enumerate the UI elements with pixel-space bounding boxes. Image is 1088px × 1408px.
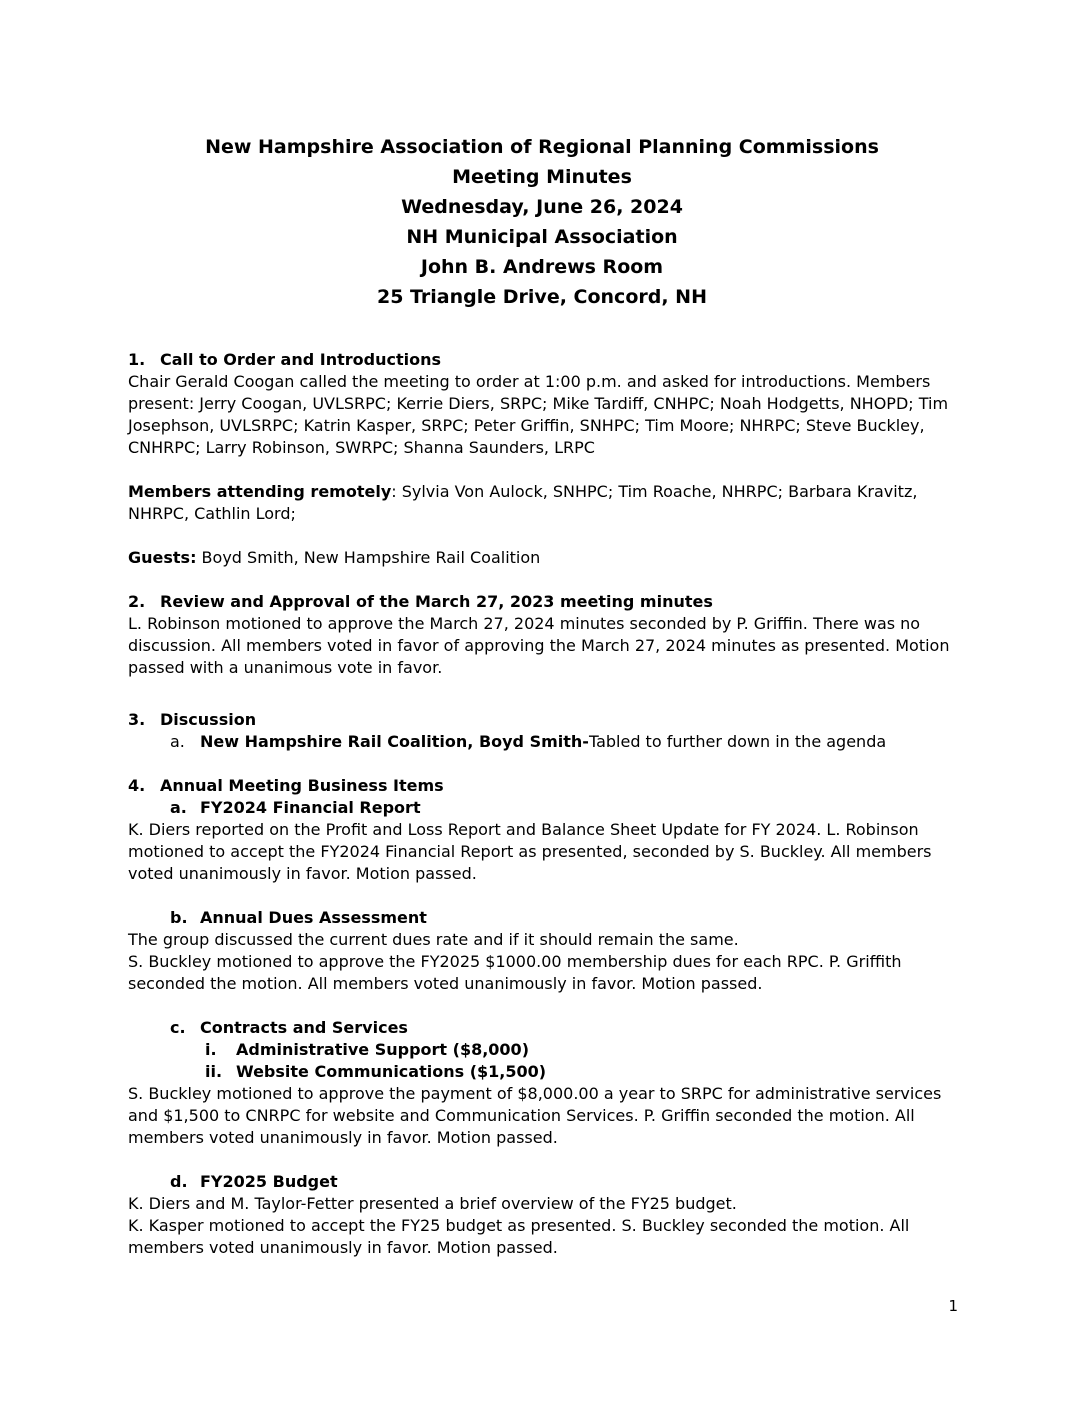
section-4-item-b-heading <box>128 907 956 929</box>
text-run: K. Diers reported on the Profit and Loss Report and Balance Sheet Update for FY 2024. L. Robinson motioned to accept the FY2024 Financial Report as presented, seconded by S. Buckley. All members voted unanimously in favor. Motion passed. <box>128 820 932 883</box>
section-4b-paragraph-1 <box>128 929 956 951</box>
section-3-heading <box>128 709 956 731</box>
list-marker: 4. <box>128 776 146 795</box>
text-run: Annual Dues Assessment <box>200 908 427 927</box>
text-run: Annual Meeting Business Items <box>160 776 444 795</box>
text-run: : Sylvia Von Aulock, SNHPC; Tim Roache, NHRPC; Barbara Kravitz, NHRPC, Cathlin Lord; <box>128 482 918 523</box>
text-run: Guests: <box>128 548 197 567</box>
text-run: Discussion <box>160 710 257 729</box>
list-marker: 3. <box>128 710 146 729</box>
section-2-paragraph <box>128 613 956 679</box>
list-marker: i. <box>205 1040 217 1059</box>
text-run: Chair Gerald Coogan called the meeting to order at 1:00 p.m. and asked for introductions. Members present: Jerry Coogan, UVLSRPC; Kerrie Diers, SRPC; Mike Tardiff, CNHPC; Noah Hodgetts, NHOPD; Tim Josephson, UVLSRPC; Katrin Kasper, SRPC; Peter Griffin, SNHPC; Tim Moore; NHRPC; Steve Buckley, CNHRPC; Larry Robinson, SWRPC; Shanna Saunders, LRPC <box>128 372 949 457</box>
text-run: Review and Approval of the March 27, 2023 meeting minutes <box>160 592 713 611</box>
header-line: 25 Triangle Drive, Concord, NH <box>377 286 707 308</box>
header-line: John B. Andrews Room <box>420 256 664 278</box>
text-run: The group discussed the current dues rate and if it should remain the same. <box>128 930 739 949</box>
section-4d-paragraph-2 <box>128 1215 956 1259</box>
members-remote-paragraph <box>128 481 956 525</box>
list-marker: a. <box>170 798 187 817</box>
text-run: Members attending remotely <box>128 482 392 501</box>
text-run: Call to Order and Introductions <box>160 350 441 369</box>
section-2-heading <box>128 591 956 613</box>
text-run: FY2025 Budget <box>200 1172 338 1191</box>
section-4c-paragraph <box>128 1083 956 1149</box>
document-header <box>128 132 956 312</box>
header-line: Wednesday, June 26, 2024 <box>401 196 683 218</box>
section-3-item-a <box>128 731 956 753</box>
text-run: K. Diers and M. Taylor-Fetter presented a brief overview of the FY25 budget. <box>128 1194 737 1213</box>
page-number: 1 <box>948 1297 958 1315</box>
list-marker: d. <box>170 1172 188 1191</box>
document-content <box>128 132 956 1259</box>
section-4-item-d-heading <box>128 1171 956 1193</box>
document-body <box>128 349 956 1259</box>
section-1-paragraph <box>128 371 956 459</box>
list-marker: b. <box>170 908 188 927</box>
section-4-item-a-heading <box>128 797 956 819</box>
section-4-heading <box>128 775 956 797</box>
section-1-heading <box>128 349 956 371</box>
document-title: New Hampshire Association of Regional Planning Commissions <box>205 136 879 158</box>
list-marker: c. <box>170 1018 186 1037</box>
list-marker: a. <box>170 732 185 751</box>
text-run: S. Buckley motioned to approve the FY2025 $1000.00 membership dues for each RPC. P. Griffith seconded the motion. All members voted unanimously in favor. Motion passed. <box>128 952 902 993</box>
section-4c-item-ii <box>128 1061 956 1083</box>
section-4-item-c-heading <box>128 1017 956 1039</box>
section-4d-paragraph-1 <box>128 1193 956 1215</box>
header-line: Meeting Minutes <box>452 166 632 188</box>
guests-paragraph <box>128 547 956 569</box>
text-run: Contracts and Services <box>200 1018 408 1037</box>
section-4b-paragraph-2 <box>128 951 956 995</box>
text-run: Boyd Smith, New Hampshire Rail Coalition <box>196 548 541 567</box>
list-marker: 2. <box>128 592 146 611</box>
text-run: Administrative Support ($8,000) <box>236 1040 529 1059</box>
text-run: S. Buckley motioned to approve the payment of $8,000.00 a year to SRPC for administrative services and $1,500 to CNRPC for website and Communication Services. P. Griffin seconded the motion. All members voted unanimously in favor. Motion passed. <box>128 1084 942 1147</box>
section-4c-item-i <box>128 1039 956 1061</box>
section-4a-paragraph <box>128 819 956 885</box>
text-run: Tabled to further down in the agenda <box>588 732 887 751</box>
header-line: NH Municipal Association <box>406 226 678 248</box>
text-run: Website Communications ($1,500) <box>236 1062 547 1081</box>
text-run: K. Kasper motioned to accept the FY25 budget as presented. S. Buckley seconded the motion. All members voted unanimously in favor. Motion passed. <box>128 1216 910 1257</box>
list-marker: 1. <box>128 350 146 369</box>
text-run: L. Robinson motioned to approve the March 27, 2024 minutes seconded by P. Griffin. There was no discussion. All members voted in favor of approving the March 27, 2024 minutes as presented. Motion passed with a unanimous vote in favor. <box>128 614 950 677</box>
text-run: New Hampshire Rail Coalition, Boyd Smith- <box>200 732 589 751</box>
list-marker: ii. <box>205 1062 223 1081</box>
text-run: FY2024 Financial Report <box>200 798 421 817</box>
